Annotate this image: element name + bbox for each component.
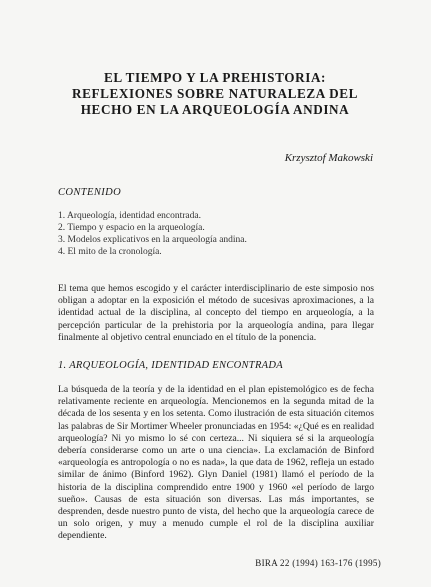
table-of-contents <box>58 210 378 258</box>
contents-heading: CONTENIDO <box>58 187 122 198</box>
toc-item: 4. El mito de la cronología. <box>58 247 162 257</box>
intro-paragraph: El tema que hemos escogido y el carácter interdisciplinario de este simposio nos obligan a adoptar en la exposición el método de sucesivas aproximaciones, a la identidad actual de la disciplina, al concepto del tiempo en arqueología, a la percepción particular de la prehistoria por la arqueología andina, para llegar finalmente al objetivo central enunciado en el título de la ponencia. <box>58 283 374 343</box>
toc-item: 3. Modelos explicativos en la arqueología andina. <box>58 235 247 245</box>
toc-item: 2. Tiempo y espacio en la arqueología. <box>58 223 205 233</box>
section-heading: 1. ARQUEOLOGÍA, IDENTIDAD ENCONTRADA <box>58 360 283 371</box>
toc-item: 1. Arqueología, identidad encontrada. <box>58 211 201 221</box>
citation-footer: BIRA 22 (1994) 163-176 (1995) <box>255 558 381 568</box>
paper-title: EL TIEMPO Y LA PREHISTORIA: REFLEXIONES SOBRE NATURALEZA DEL HECHO EN LA ARQUEOLOGÍA ANDINA <box>71 70 359 117</box>
section-paragraph: La búsqueda de la teoría y de la identidad en el plan epistemológico es de fecha relativamente reciente en arqueología. Mencionemos en la segunda mitad de la década de los sesenta y en los setenta. Como ilustración de esta situación citemos las palabras de Sir Mortimer Wheeler pronunciadas en 1954: «¿Qué es en realidad arqueología? Ni yo mismo lo sé con certeza... Ni siquiera sé si la arqueología debería considerarse como un arte o una ciencia». La exclamación de Binford «arqueología es antropología o no es nada», la que data de 1962, refleja un estado similar de ánimo (Binford 1962). Glyn Daniel (1981) llamó el período de la historia de la disciplina comprendido entre 1900 y 1960 «el período de largo sueño». Causas de esta situación son diversas. Las más importantes, se desprenden, desde nuestro punto de vista, del hecho que la arqueología carece de un solo origen, y muy a menudo cumple el rol de la disciplina auxiliar dependiente. <box>58 384 374 542</box>
author-name: Krzysztof Makowski <box>284 152 373 164</box>
